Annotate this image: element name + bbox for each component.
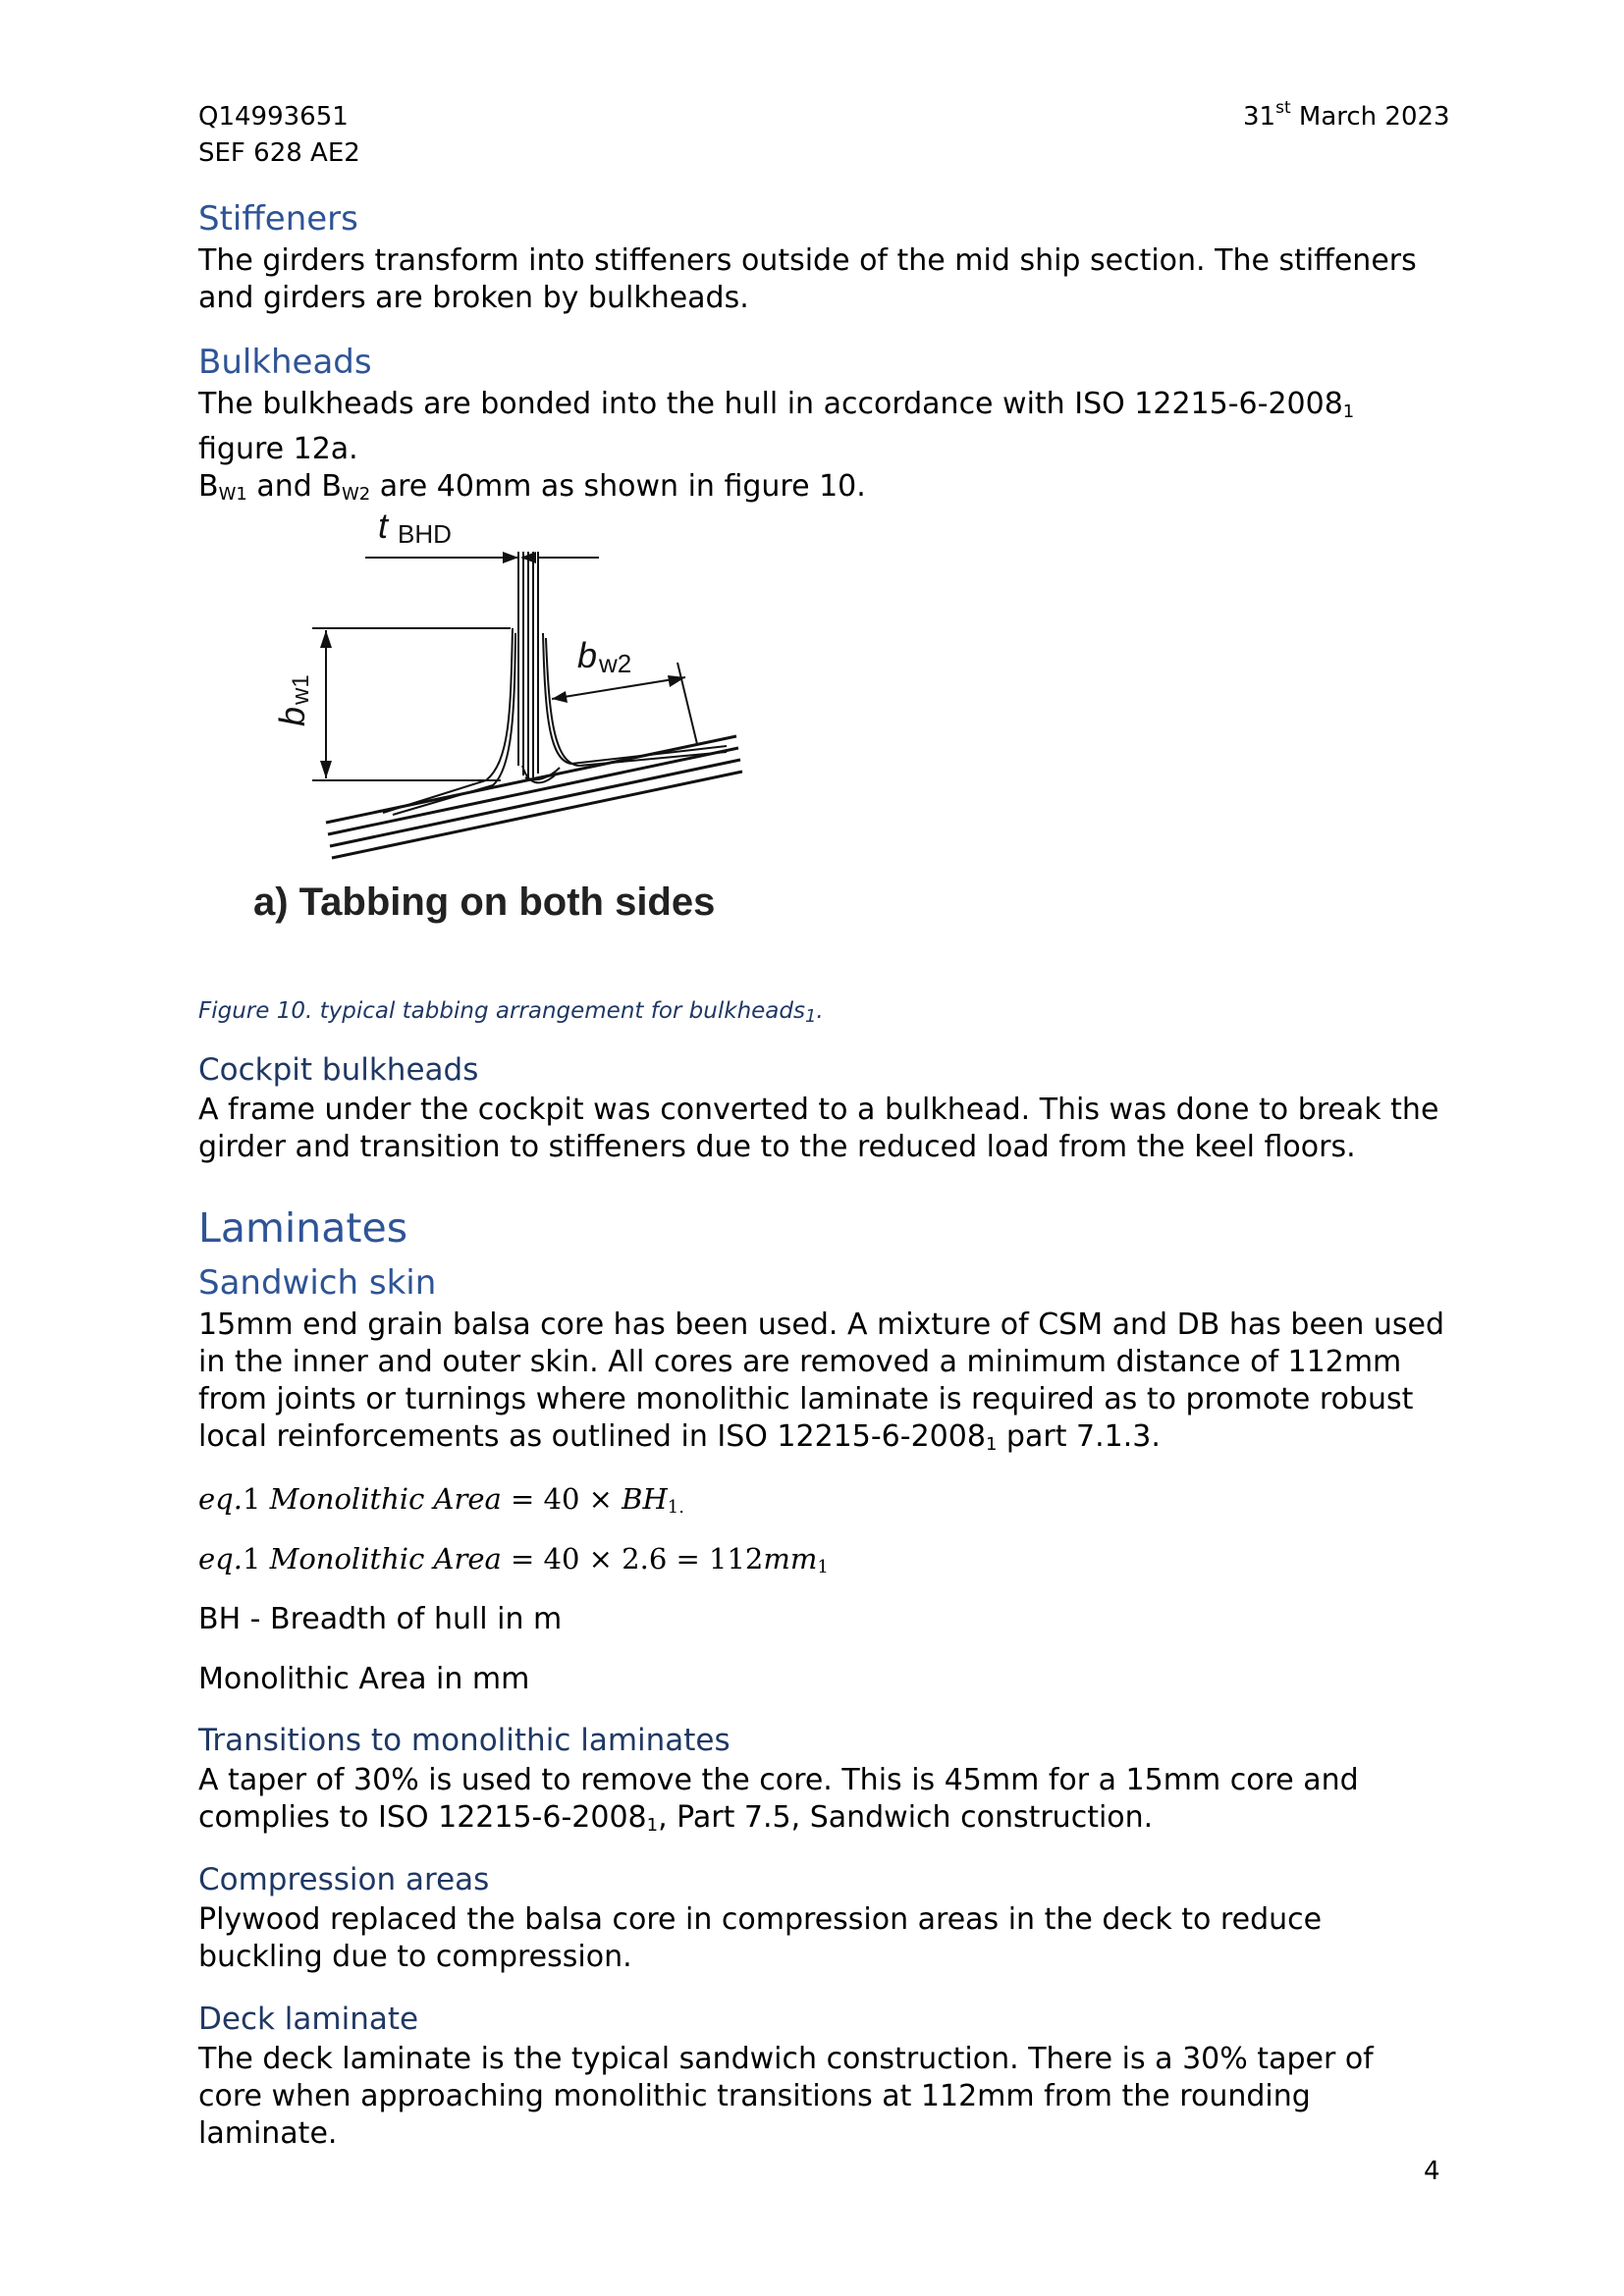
compression-body: Plywood replaced the balsa core in compression areas in the deck to reduce buckling due to compression.	[198, 1902, 1323, 1974]
cockpit-body: A frame under the cockpit was converted to a bulkhead. This was done to break the girder and transition to stiffeners due to the reduced load from the keel floors.	[198, 1093, 1439, 1164]
bh-definition: BH - Breadth of hull in m	[198, 1602, 563, 1636]
deck-body: The deck laminate is the typical sandwich construction. There is a 30% taper of core when approaching monolithic transitions at 112mm from the rounding laminate.	[198, 2042, 1374, 2151]
laminates-heading: Laminates	[198, 1204, 408, 1252]
figure-panel-label: a) Tabbing on both sides	[253, 881, 716, 924]
bulkhead-plate	[518, 552, 538, 780]
equation-1: eq.1 Monolithic Area = $40 \times BH_{1.}$	[198, 1482, 684, 1518]
bw1-label	[272, 674, 314, 726]
compression-heading: Compression areas	[198, 1862, 490, 1897]
page-number: 4	[1424, 2157, 1440, 2186]
cockpit-heading: Cockpit bulkheads	[198, 1052, 479, 1088]
stiffeners-body: The girders transform into stiffeners outside of the mid ship section. The stiffeners and girders are broken by bulkheads.	[198, 243, 1417, 315]
header-date: 31st March 2023	[1243, 98, 1450, 132]
equation-2: eq.1 Monolithic Area = $40 \times 2.6 = 112mm_1$	[198, 1542, 829, 1577]
bw2-label	[577, 635, 631, 678]
module-code: SEF 628 AE2	[198, 138, 360, 168]
sandwich-body: 15mm end grain balsa core has been used. A mixture of CSM and DB has been used in the inner and outer skin. All cores are removed a minimum distance of 112mm from joints or turnings where monolithic laminate is required as to promote robust local reinforcements as outlined in ISO $12215-6-2008_1$ part 7.1.3.	[198, 1308, 1445, 1455]
tabbing-diagram	[265, 501, 776, 933]
sandwich-heading: Sandwich skin	[198, 1263, 437, 1303]
area-definition: Monolithic Area in mm	[198, 1662, 530, 1696]
deck-heading: Deck laminate	[198, 2002, 419, 2037]
svg-text:b: b	[577, 635, 598, 675]
svg-text:w2: w2	[599, 649, 632, 678]
bulkheads-heading: Bulkheads	[198, 343, 372, 382]
stiffeners-heading: Stiffeners	[198, 199, 358, 239]
bw2-dimension-line	[552, 677, 685, 699]
figure-caption: Figure 10. typical tabbing arrangement for bulkheads$_1$.	[198, 998, 824, 1027]
t-bhd-label: t	[378, 506, 389, 546]
t-bhd-subscript: BHD	[398, 519, 452, 549]
transitions-heading: Transitions to monolithic laminates	[198, 1723, 731, 1758]
svg-text:w1: w1	[288, 674, 314, 705]
bulkheads-body: The bulkheads are bonded into the hull in accordance with ISO $12215-6-2008_1$ figure 12a. $B_{W1}$ and $B_{W2}$ are 40mm as shown in figure 10.	[198, 387, 1355, 505]
document-id: Q14993651	[198, 102, 349, 132]
svg-text:b: b	[272, 706, 312, 726]
transitions-body: A taper of 30% is used to remove the core. This is 45mm for a 15mm core and complies to ISO $12215-6-2008_1$, Part 7.5, Sandwich construction.	[198, 1763, 1359, 1836]
